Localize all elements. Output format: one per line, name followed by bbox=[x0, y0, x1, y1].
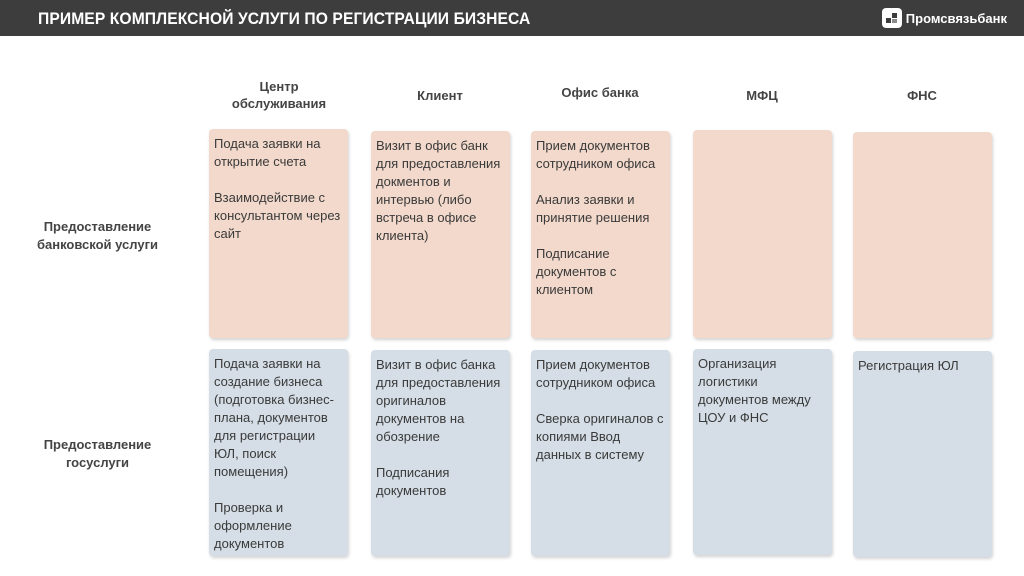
card-text: Регистрация ЮЛ bbox=[858, 358, 959, 373]
card-bank-client bbox=[371, 131, 510, 338]
card-bank-office bbox=[531, 131, 670, 338]
brand-logo bbox=[882, 8, 1007, 28]
card-text: Визит в офис банк для предоставления докментов и интервью (либо встреча в офисе клиента) bbox=[376, 138, 501, 243]
column-header-bank-office: Офис банка bbox=[561, 85, 639, 100]
card-text: Сверка оригиналов с копиями Ввод данных в систему bbox=[536, 411, 664, 462]
card-text: Прием документов сотрудником офиса bbox=[536, 357, 656, 390]
card-bank-fns bbox=[853, 132, 992, 338]
header-bar bbox=[0, 0, 1024, 36]
card-gov-service-center bbox=[209, 349, 348, 556]
brand-logo-icon bbox=[882, 8, 902, 28]
brand-name: Промсвязьбанк bbox=[905, 10, 1007, 26]
card-text: Подписания документов bbox=[376, 465, 450, 498]
card-text: Визит в офис банка для предоставления оригиналов документов на обозрение bbox=[376, 357, 501, 444]
card-text: Проверка и оформление документов bbox=[214, 500, 292, 551]
page-title: ПРИМЕР КОМПЛЕКСНОЙ УСЛУГИ ПО РЕГИСТРАЦИИ БИЗНЕСА bbox=[38, 9, 531, 28]
card-text: Анализ заявки и принятие решения bbox=[536, 192, 650, 225]
card-gov-mfc bbox=[693, 349, 832, 555]
card-text: Подача заявки на создание бизнеса (подготовка бизнес-плана, документов для регистрации ЮЛ, поиск помещения) bbox=[214, 356, 334, 479]
card-gov-fns bbox=[853, 351, 992, 557]
column-header-fns: ФНС bbox=[907, 88, 937, 103]
card-text: Организация логистики документов между ЦОУ и ФНС bbox=[698, 356, 811, 425]
row-label-government-service: Предоставление госуслуги bbox=[43, 437, 152, 470]
card-text: Подача заявки на открытие счета bbox=[214, 136, 321, 169]
card-bank-service-center bbox=[209, 129, 348, 338]
column-header-mfc: МФЦ bbox=[746, 88, 778, 103]
card-text: Взаимодействие с консультантом через сайт bbox=[214, 190, 341, 241]
column-header-client: Клиент bbox=[417, 88, 463, 103]
column-header-service-center: Центр обслуживания bbox=[231, 79, 327, 111]
row-label-banking-service: Предоставление банковской услуги bbox=[36, 219, 159, 252]
card-bank-mfc bbox=[693, 130, 832, 338]
card-text: Подписание документов с клиентом bbox=[536, 246, 617, 297]
card-gov-client bbox=[371, 350, 510, 556]
card-gov-bank-office bbox=[531, 350, 670, 556]
card-text: Прием документов сотрудником офиса bbox=[536, 138, 656, 171]
